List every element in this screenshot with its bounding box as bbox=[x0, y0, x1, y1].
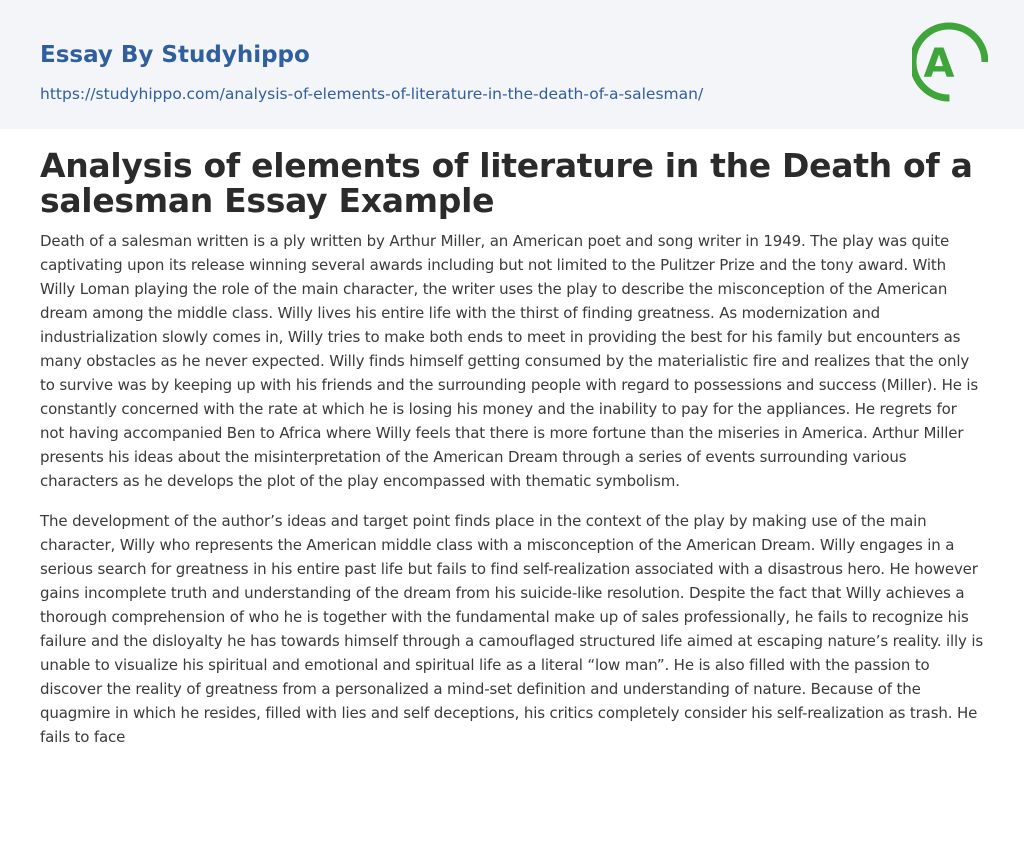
article-paragraph: Death of a salesman written is a ply written by Arthur Miller, an American poet and song writer in 1949. The play was quite captivating upon its release winning several awards including but not limited to the Pulitzer Prize and the tony award. With Willy Loman playing the role of the main character, the writer uses the play to describe the misconception of the American dream among the middle class. Willy lives his entire life with the thirst of finding greatness. As modernization and industrialization slowly comes in, Willy tries to make both ends to meet in providing the best for his family but encounters as many obstacles as he never expected. Willy finds himself getting consumed by the materialistic fire and realizes that the only to survive was by keeping up with his friends and the surrounding people with regard to possessions and success (Miller). He is constantly concerned with the rate at which he is losing his money and the inability to pay for the appliances. He regrets for not having accompanied Ben to Africa where Willy feels that there is more fortune than the miseries in America. Arthur Miller presents his ideas about the misinterpretation of the American Dream through a series of events surrounding various characters as he develops the plot of the play encompassed with thematic symbolism. bbox=[40, 232, 979, 490]
site-brand[interactable]: Essay By Studyhippo bbox=[40, 42, 310, 68]
logo-icon[interactable] bbox=[912, 20, 988, 106]
article-paragraph: The development of the author’s ideas and target point finds place in the context of the play by making use of the main character, Willy who represents the American middle class with a misconception of the American Dream. Willy engages in a serious search for greatness in his entire past life but fails to find self-realization associated with a disastrous hero. He however gains incomplete truth and understanding of the dream from his suicide-like resolution. Despite the fact that Willy achieves a thorough comprehension of who he is together with the fundamental make up of sales professionally, he fails to recognize his failure and the disloyalty he has towards himself through a camouflaged structured life aimed at escaping nature’s reality. illy is unable to visualize his spiritual and emotional and spiritual life as a literal “low man”. He is also filled with the passion to discover the reality of greatness from a personalized a mind-set definition and understanding of nature. Because of the quagmire in which he resides, filled with lies and self deceptions, his critics completely consider his self-realization as trash. He fails to face bbox=[40, 512, 984, 746]
page-title: Analysis of elements of literature in the Death of a salesman Essay Example bbox=[40, 146, 973, 220]
source-url-link[interactable]: https://studyhippo.com/analysis-of-elements-of-literature-in-the-death-of-a-salesman/ bbox=[40, 85, 704, 103]
logo-letter: A bbox=[923, 41, 955, 87]
site-header bbox=[0, 0, 1024, 129]
article-body bbox=[40, 229, 984, 765]
